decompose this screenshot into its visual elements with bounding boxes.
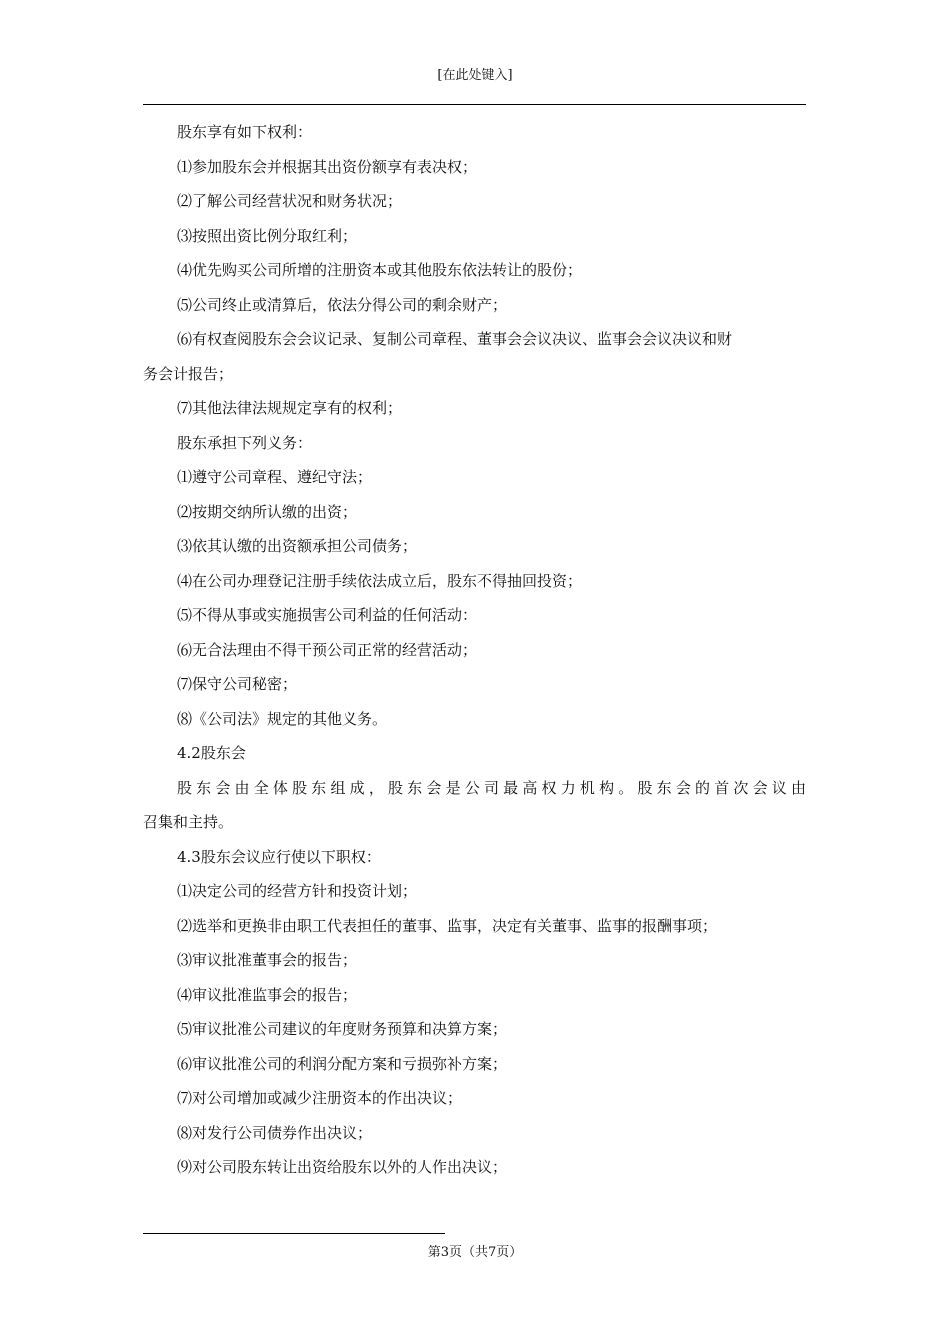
- page-header: [在此处键入]: [437, 68, 513, 83]
- section-heading: 4.3股东会议应行使以下职权：: [177, 848, 381, 866]
- paragraph-line: 股东享有如下权利：: [177, 123, 313, 141]
- paragraph-line: ⑴决定公司的经营方针和投资计划；: [177, 882, 418, 900]
- paragraph-line: ⑷审议批准监事会的报告；: [177, 986, 358, 1004]
- paragraph-line: ⑹审议批准公司的利润分配方案和亏损弥补方案；: [177, 1055, 508, 1073]
- paragraph-line: ⑶依其认缴的出资额承担公司债务；: [177, 537, 418, 555]
- paragraph-line: ⑺其他法律法规规定享有的权利；: [177, 399, 403, 417]
- section-heading: 4.2股东会: [177, 744, 246, 762]
- paragraph-line: ⑺保守公司秘密；: [177, 675, 298, 693]
- paragraph-line: ⑸不得从事或实施损害公司利益的任何活动：: [177, 606, 478, 624]
- paragraph-line: ⑺对公司增加或减少注册资本的作出决议；: [177, 1089, 463, 1107]
- paragraph-line: ⑸审议批准公司建议的年度财务预算和决算方案；: [177, 1020, 508, 1038]
- paragraph-line: ⑸公司终止或清算后，依法分得公司的剩余财产；: [177, 296, 508, 314]
- paragraph-line: ⑷优先购买公司所增的注册资本或其他股东依法转让的股份；: [177, 261, 583, 279]
- paragraph-line: ⑵按期交纳所认缴的出资；: [177, 503, 358, 521]
- paragraph-line: ⑴遵守公司章程、遵纪守法；: [177, 468, 373, 486]
- paragraph-line: ⑻对发行公司债券作出决议；: [177, 1124, 373, 1142]
- header-divider: [143, 104, 806, 105]
- paragraph-line: ⑴参加股东会并根据其出资份额享有表决权；: [177, 158, 478, 176]
- paragraph-line: 股东承担下列义务：: [177, 434, 313, 452]
- footer-divider: [143, 1233, 445, 1234]
- paragraph-line: ⑹有权查阅股东会会议记录、复制公司章程、董事会会议决议、监事会会议决议和财: [177, 330, 733, 348]
- page-number: 第3页（共7页）: [427, 1245, 523, 1260]
- paragraph-line: ⑶按照出资比例分取红利；: [177, 227, 358, 245]
- paragraph-line: ⑻《公司法》规定的其他义务。: [177, 710, 388, 728]
- paragraph-line: 召集和主持。: [143, 813, 234, 831]
- paragraph-line: ⑵了解公司经营状况和财务状况；: [177, 192, 403, 210]
- paragraph-line: ⑼对公司股东转让出资给股东以外的人作出决议；: [177, 1158, 508, 1176]
- paragraph-line: ⑵选举和更换非由职工代表担任的董事、监事，决定有关董事、监事的报酬事项；: [177, 917, 718, 935]
- paragraph-line: 务会计报告；: [143, 365, 234, 383]
- paragraph-line: 股东会由全体股东组成，股东会是公司最高权力机构。股东会的首次会议由: [177, 779, 806, 797]
- paragraph-line: ⑶审议批准董事会的报告；: [177, 951, 358, 969]
- paragraph-line: ⑷在公司办理登记注册手续依法成立后，股东不得抽回投资；: [177, 572, 583, 590]
- paragraph-line: ⑹无合法理由不得干预公司正常的经营活动；: [177, 641, 478, 659]
